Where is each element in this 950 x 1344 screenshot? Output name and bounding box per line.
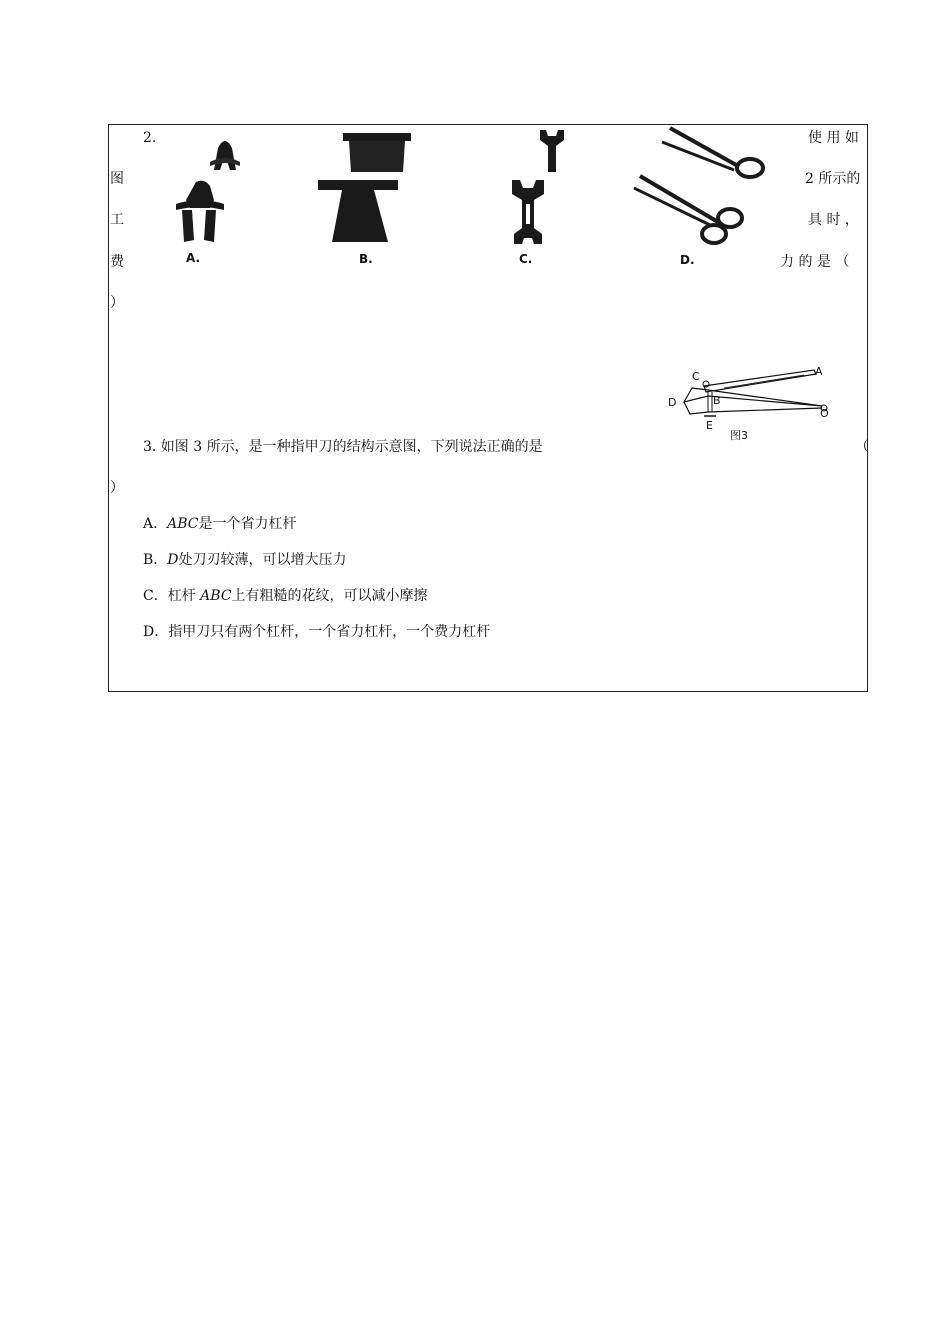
q3-open-paren: （	[855, 439, 869, 455]
fig3-point-a: A	[815, 365, 823, 378]
q2-option-label-b: B.	[359, 252, 373, 266]
wrench-top-image	[538, 128, 566, 174]
fig3-point-b: B	[713, 394, 721, 407]
fig3-point-o: O	[820, 407, 829, 420]
q2-left-char-1: 图	[110, 171, 124, 187]
q2-right-line-3: 具 时 ，	[808, 212, 859, 228]
pliers-image	[170, 178, 230, 246]
q2-close-paren: ）	[110, 295, 124, 311]
q3-option-a: A．ABC是一个省力杠杆	[143, 516, 297, 532]
q2-right-line-4: 力 的 是 （	[780, 254, 850, 270]
q3-close-paren: ）	[110, 480, 124, 496]
q2-left-char-2: 工	[110, 212, 124, 228]
q3-option-c: C．杠杆 ABC上有粗糙的花纹，可以减小摩擦	[143, 588, 428, 604]
fig3-point-d: D	[668, 396, 677, 409]
fig3-point-c: C	[692, 370, 700, 383]
q2-right-line-2: 2 所示的	[805, 171, 861, 187]
hammer-top-image	[343, 130, 413, 174]
wrench-image	[510, 176, 546, 246]
q2-left-char-3: 费	[110, 254, 124, 270]
q2-option-label-a: A.	[186, 251, 201, 265]
nail-clipper-diagram	[664, 362, 834, 446]
pliers-top-image	[200, 130, 250, 174]
q2-right-line-1: 使 用 如	[808, 130, 859, 146]
fig3-caption: 图3	[730, 429, 748, 442]
fig3-point-e: E	[706, 419, 713, 432]
hammer-image	[318, 178, 400, 246]
scissors-image	[632, 172, 752, 247]
q2-option-label-c: C.	[519, 252, 533, 266]
q2-number: 2.	[143, 130, 157, 146]
q2-option-label-d: D.	[680, 253, 695, 267]
q3-stem: 3. 如图 3 所示，是一种指甲刀的结构示意图，下列说法正确的是	[143, 439, 543, 455]
q3-option-d: D．指甲刀只有两个杠杆，一个省力杠杆，一个费力杠杆	[143, 624, 491, 640]
q3-option-b: B．D处刀刃较薄，可以增大压力	[143, 552, 347, 568]
